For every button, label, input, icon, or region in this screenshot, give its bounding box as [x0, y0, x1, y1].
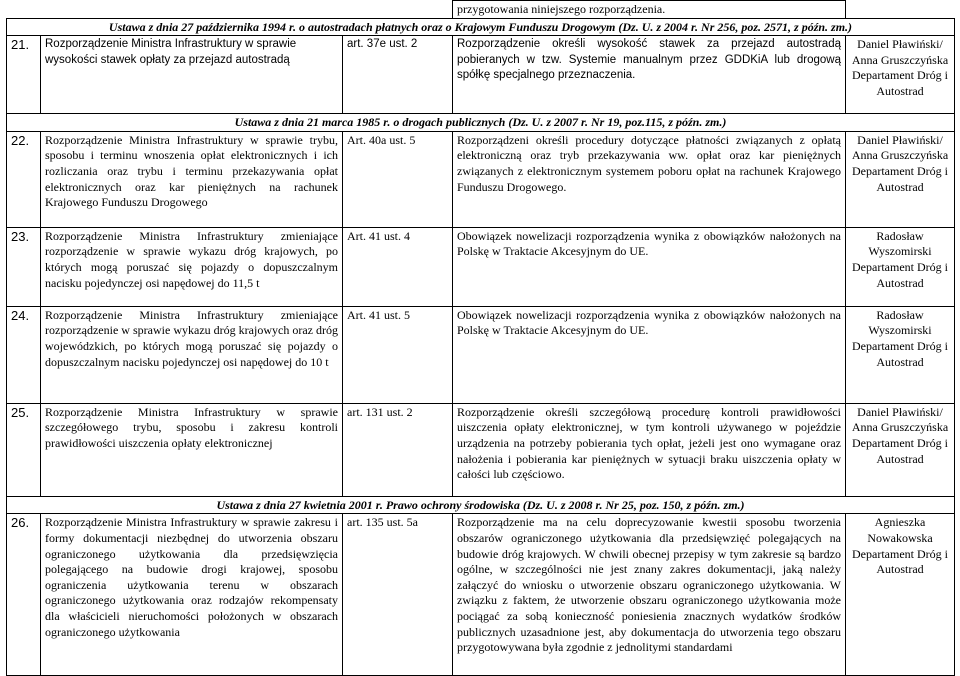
responsible-person: Radosław Wyszomirski Departament Dróg i Autostrad	[846, 227, 955, 306]
legal-basis: art. 131 ust. 2	[343, 403, 453, 496]
legal-basis: Art. 41 ust. 4	[343, 227, 453, 306]
regulation-description: Rozporządzenie określi szczegółową procedurę kontroli prawidłowości uiszczenia opłaty elektronicznej, w tym kontroli używanego w pojeździe urządzenia na potrzeby pobierania tych opłat, jeżeli jest ono wymagane oraz nałożenia i pobierania kar pieniężnych w sytuacji braku uiszczenia opłaty w całości lub częściowo.	[453, 403, 846, 496]
section-header	[7, 18, 955, 36]
table-row	[7, 514, 955, 676]
section-header	[7, 114, 955, 132]
row-number: 24.	[7, 306, 41, 403]
regulation-description: Rozporządzenie ma na celu doprecyzowanie kwestii sposobu tworzenia obszarów ograniczonego użytkowania dla przedsięwzięć polegających na budowie dróg krajowych. W chwili obecnej przepisy w tym zakresie są bardzo ogólne, w szczególności nie jest znany zakres dokumentacji, jaką należy załączyć do wniosku o utworzenie obszaru ograniczonego użytkowania. W związku z faktem, że utworzenie obszaru ograniczonego użytkowania może pociągać za sobą konieczność poniesienia znacznych wydatków środków publicznych uzasadnione jest, aby dokumentacja do utworzenia tego obszaru przygotowywana była zgodnie z jednolitymi standardami	[453, 514, 846, 676]
regulation-description: Rozporządzenie określi wysokość stawek za przejazd autostradą pobieranych w tzw. Systemie manualnym przez GDDKiA lub drogową spółkę specjalnego przeznaczenia.	[453, 36, 846, 114]
table-row	[7, 403, 955, 496]
section-header	[7, 496, 955, 514]
table-row	[7, 131, 955, 227]
responsible-person: Daniel Pławiński/ Anna Gruszczyńska Departament Dróg i Autostrad	[846, 36, 955, 114]
regulation-title: Rozporządzenie Ministra Infrastruktury w sprawie szczegółowego trybu, sposobu i zakresu kontroli prawidłowości uiszczenia opłaty elektronicznej	[41, 403, 343, 496]
row-number: 25.	[7, 403, 41, 496]
row-number: 22.	[7, 131, 41, 227]
legal-basis: Art. 41 ust. 5	[343, 306, 453, 403]
section-title: Ustawa z dnia 27 października 1994 r. o autostradach płatnych oraz o Krajowym Funduszu Drogowym (Dz. U. z 2004 r. Nr 256, poz. 2571, z późn. zm.)	[7, 18, 955, 36]
legal-basis: art. 135 ust. 5a	[343, 514, 453, 676]
continuation-row	[7, 1, 955, 19]
continuation-text: przygotowania niniejszego rozporządzenia.	[453, 1, 846, 19]
regulation-title: Rozporządzenie Ministra Infrastruktury w sprawie zakresu i formy dokumentacji niezbędnej do utworzenia obszaru ograniczonego użytkowania dla przedsięwzięcia polegającego na budowie drogi krajowej, sposobu ograniczenia użytkowania terenu w obszarach ograniczonego użytkowania oraz rodzajów rekompensaty dla właścicieli nieruchomości położonych w obszarach ograniczonego użytkowania	[41, 514, 343, 676]
table-row	[7, 306, 955, 403]
regulation-title: Rozporządzenie Ministra Infrastruktury zmieniające rozporządzenie w sprawie wykazu dróg krajowych, po których mogą poruszać się pojazdy o dopuszczalnym nacisku pojedynczej osi napędowej do 11,5 t	[41, 227, 343, 306]
row-number: 21.	[7, 36, 41, 114]
row-number: 26.	[7, 514, 41, 676]
legal-basis: art. 37e ust. 2	[343, 36, 453, 114]
row-number: 23.	[7, 227, 41, 306]
regulation-description: Rozporządzeni określi procedury dotyczące płatności związanych z opłatą elektroniczną oraz tryb przekazywania ww. opłat oraz kar pieniężnych związanych z elektronicznym systemem poboru opłat na rachunek Krajowego Funduszu Drogowego.	[453, 131, 846, 227]
table-row	[7, 227, 955, 306]
responsible-person: Daniel Pławiński/ Anna Gruszczyńska Departament Dróg i Autostrad	[846, 403, 955, 496]
regulations-table	[6, 0, 955, 676]
regulation-title: Rozporządzenie Ministra Infrastruktury w sprawie trybu, sposobu i terminu wnoszenia opłat elektronicznych i ich rozliczania oraz trybu i terminu przekazywania opłat elektronicznych oraz kar pieniężnych na rachunek Krajowego Funduszu Drogowego	[41, 131, 343, 227]
responsible-person: Daniel Pławiński/ Anna Gruszczyńska Departament Dróg i Autostrad	[846, 131, 955, 227]
regulation-description: Obowiązek nowelizacji rozporządzenia wynika z obowiązków nałożonych na Polskę w Traktacie Akcesyjnym do UE.	[453, 306, 846, 403]
responsible-person: Radosław Wyszomirski Departament Dróg i Autostrad	[846, 306, 955, 403]
regulation-title: Rozporządzenie Ministra Infrastruktury zmieniające rozporządzenie w sprawie wykazu dróg krajowych oraz dróg wojewódzkich, po których mogą poruszać się pojazdy o dopuszczalnym nacisku pojedynczej osi napędowej do 10 t	[41, 306, 343, 403]
section-title: Ustawa z dnia 21 marca 1985 r. o drogach publicznych (Dz. U. z 2007 r. Nr 19, poz.115, z późn. zm.)	[7, 114, 955, 132]
table-row	[7, 36, 955, 114]
section-title: Ustawa z dnia 27 kwietnia 2001 r. Prawo ochrony środowiska (Dz. U. z 2008 r. Nr 25, poz. 150, z późn. zm.)	[7, 496, 955, 514]
responsible-person: Agnieszka Nowakowska Departament Dróg i Autostrad	[846, 514, 955, 676]
regulation-description: Obowiązek nowelizacji rozporządzenia wynika z obowiązków nałożonych na Polskę w Traktacie Akcesyjnym do UE.	[453, 227, 846, 306]
legal-basis: Art. 40a ust. 5	[343, 131, 453, 227]
regulation-title: Rozporządzenie Ministra Infrastruktury w sprawie wysokości stawek opłaty za przejazd autostradą	[41, 36, 343, 114]
